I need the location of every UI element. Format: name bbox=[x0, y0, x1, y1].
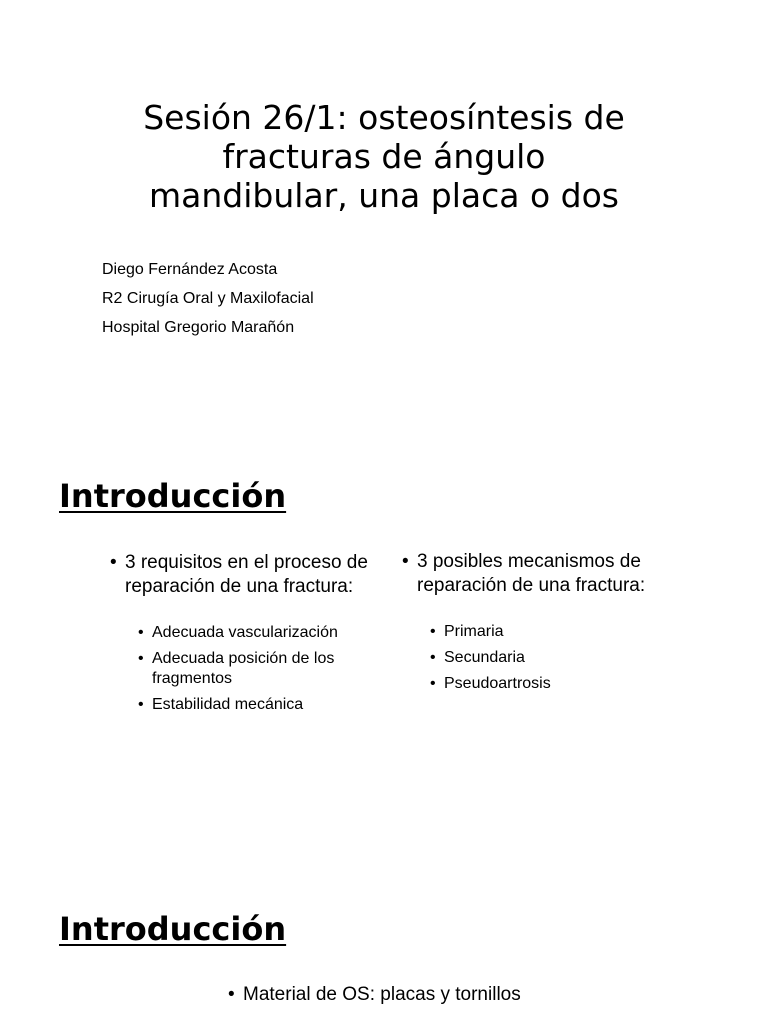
mechanisms-list bbox=[402, 622, 664, 694]
bullet-glyph: • bbox=[138, 650, 144, 667]
list-item bbox=[430, 648, 664, 668]
list-item bbox=[138, 695, 372, 715]
requirements-text: 3 requisitos en el proceso de reparación de una fractura: bbox=[125, 552, 368, 597]
title-line-2: fracturas de ángulo bbox=[222, 137, 546, 176]
title-line-3: mandibular, una placa o dos bbox=[149, 176, 619, 215]
list-item-text: Estabilidad mecánica bbox=[152, 696, 304, 713]
bullet-glyph: • bbox=[110, 552, 117, 573]
author-hospital: Hospital Gregorio Marañón bbox=[102, 319, 295, 336]
mechanisms-bullet bbox=[402, 550, 664, 598]
list-item-text: Secundaria bbox=[444, 649, 525, 666]
section-heading-intro-2: Introducción bbox=[59, 910, 287, 948]
requirements-bullet bbox=[110, 551, 372, 599]
list-item bbox=[138, 623, 372, 643]
section-heading-intro-1: Introducción bbox=[59, 477, 287, 515]
material-bullet bbox=[228, 982, 521, 1008]
list-item-text: Primaria bbox=[444, 623, 504, 640]
list-item-text: Adecuada posición de los fragmentos bbox=[152, 650, 335, 687]
bullet-glyph: • bbox=[430, 649, 436, 666]
list-item bbox=[430, 622, 664, 642]
list-item bbox=[138, 649, 372, 689]
list-item bbox=[430, 674, 664, 694]
bullet-glyph: • bbox=[430, 675, 436, 692]
author-name: Diego Fernández Acosta bbox=[102, 261, 278, 278]
list-item-text: Adecuada vascularización bbox=[152, 624, 338, 641]
list-item-text: Pseudoartrosis bbox=[444, 675, 551, 692]
author-role: R2 Cirugía Oral y Maxilofacial bbox=[102, 290, 314, 307]
requirements-list bbox=[110, 623, 372, 715]
mechanisms-text: 3 posibles mecanismos de reparación de una fractura: bbox=[417, 551, 646, 596]
bullet-glyph: • bbox=[430, 623, 436, 640]
title-line-1: Sesión 26/1: osteosíntesis de bbox=[143, 98, 625, 137]
right-column bbox=[402, 550, 664, 700]
bullet-glyph: • bbox=[138, 696, 144, 713]
bullet-glyph: • bbox=[402, 551, 409, 572]
presentation-title bbox=[64, 98, 704, 215]
material-text: Material de OS: placas y tornillos bbox=[243, 984, 521, 1005]
author-info bbox=[102, 258, 314, 345]
bullet-glyph: • bbox=[138, 624, 144, 641]
left-column bbox=[110, 551, 372, 721]
bullet-glyph: • bbox=[228, 984, 235, 1005]
